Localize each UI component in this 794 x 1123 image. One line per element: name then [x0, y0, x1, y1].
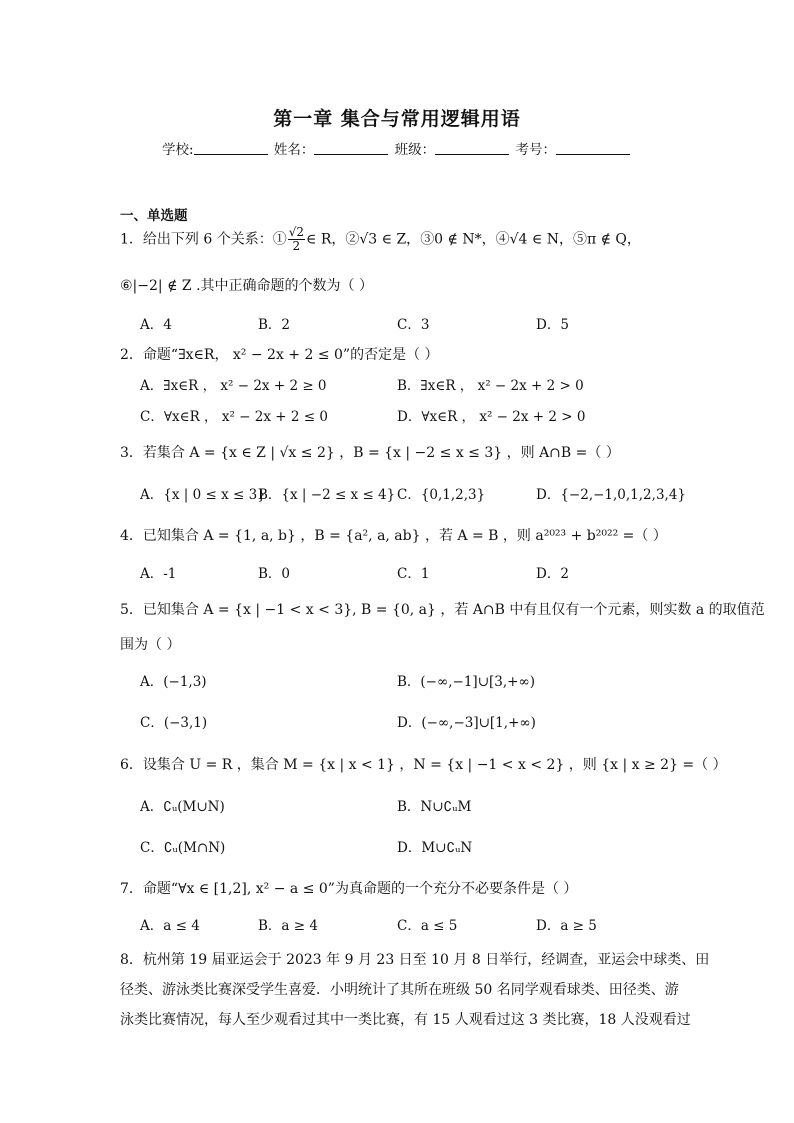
fraction-root2-over-2: [288, 226, 305, 253]
q5-option-b[interactable]: B．(−∞,−1]∪[3,+∞): [397, 674, 535, 690]
q4-option-a[interactable]: A．-1: [140, 566, 177, 582]
q1-option-a[interactable]: A．4: [140, 317, 172, 333]
q6-option-c[interactable]: C．∁ᵤ(M∩N): [140, 840, 226, 856]
q3-option-c[interactable]: C．{0,1,2,3}: [397, 487, 486, 503]
q2-option-d[interactable]: D．∀x∈R ， x² − 2x + 2 > 0: [397, 409, 586, 425]
q3-option-d[interactable]: D．{−2,−1,0,1,2,3,4}: [536, 487, 686, 503]
question-5-stem: 5．已知集合 A = {x | −1 < x < 3}, B = {0, a} ，若 A∩B 中有且仅有一个元素，则实数 a 的取值范: [120, 602, 765, 618]
q3-option-b[interactable]: B．{x | −2 ≤ x ≤ 4}: [258, 487, 396, 503]
q6-option-a[interactable]: A．∁ᵤ(M∪N): [140, 799, 225, 815]
name-blank[interactable]: [314, 142, 388, 155]
name-label: 姓名：: [273, 142, 315, 158]
relation-4: ④√4 ∈ N，: [495, 231, 573, 248]
question-1-line2: ⑥|−2| ∉ Z .其中正确命题的个数为（ ）: [120, 278, 373, 294]
student-info-row: [0, 138, 794, 158]
q1-option-b[interactable]: B．2: [258, 317, 291, 333]
fraction-denominator: 2: [292, 239, 301, 253]
question-1-stem: [120, 226, 641, 253]
item-1-marker: ①: [272, 231, 287, 248]
q1-option-c[interactable]: C．3: [397, 317, 430, 333]
exam-no-blank[interactable]: [556, 142, 630, 155]
relation-5: ⑤π ∉ Q，: [572, 231, 641, 248]
relation-1: ∈ R，: [306, 231, 346, 248]
question-8-line3: 泳类比赛情况，每人至少观看过其中一类比赛，有 15 人观看过这 3 类比赛，18 人没观看过: [120, 1012, 691, 1028]
question-5-stem-line2: 围为（ ）: [120, 637, 181, 653]
question-4-stem: 4．已知集合 A = {1, a, b} ，B = {a², a, ab} ，若 A = B ，则 a²⁰²³ + b²⁰²² =（ ）: [120, 528, 667, 544]
q7-option-d[interactable]: D．a ≥ 5: [536, 918, 597, 934]
q5-option-a[interactable]: A．(−1,3): [140, 674, 207, 690]
question-8-line1: 8．杭州第 19 届亚运会于 2023 年 9 月 23 日至 10 月 8 日举行，经调查，亚运会中球类、田: [120, 952, 710, 968]
q6-option-b[interactable]: B．N∪∁ᵤM: [397, 799, 472, 815]
school-blank[interactable]: [194, 142, 268, 155]
page-title: 第一章 集合与常用逻辑用语: [273, 108, 521, 130]
fraction-numerator: √2: [288, 225, 304, 239]
question-2-stem: 2．命题“∃x∈R， x² − 2x + 2 ≤ 0”的否定是（ ）: [120, 347, 439, 363]
q4-option-d[interactable]: D．2: [536, 566, 569, 582]
q2-option-c[interactable]: C．∀x∈R ， x² − 2x + 2 ≤ 0: [140, 409, 328, 425]
q5-option-c[interactable]: C．(−3,1): [140, 715, 208, 731]
question-7-stem: 7．命题“∀x ∈ [1,2], x² − a ≤ 0”为真命题的一个充分不必要条件是（ ）: [120, 881, 578, 897]
q2-option-b[interactable]: B．∃x∈R ， x² − 2x + 2 > 0: [397, 378, 584, 394]
q7-option-b[interactable]: B．a ≥ 4: [258, 918, 318, 934]
section-heading: 一、单选题: [120, 208, 188, 224]
class-blank[interactable]: [435, 142, 509, 155]
q4-option-c[interactable]: C．1: [397, 566, 430, 582]
class-label: 班级：: [394, 142, 436, 158]
question-6-stem: 6．设集合 U = R ，集合 M = {x | x < 1} ，N = {x | −1 < x < 2} ，则 {x | x ≥ 2} =（ ）: [120, 757, 727, 773]
school-label: 学校:: [162, 142, 194, 158]
question-1-intro: 1．给出下列 6 个关系：: [120, 231, 273, 248]
q7-option-c[interactable]: C．a ≤ 5: [397, 918, 458, 934]
exam-no-label: 考号：: [515, 142, 556, 158]
q7-option-a[interactable]: A．a ≤ 4: [140, 918, 200, 934]
q6-option-d[interactable]: D．M∪∁ᵤN: [397, 840, 473, 856]
question-3-stem: 3．若集合 A = {x ∈ Z | √x ≤ 2} ，B = {x | −2 ≤ x ≤ 3} ，则 A∩B =（ ）: [120, 445, 620, 461]
q3-option-a[interactable]: A．{x | 0 ≤ x ≤ 3}: [140, 487, 266, 503]
q2-option-a[interactable]: A．∃x∈R ， x² − 2x + 2 ≥ 0: [140, 378, 327, 394]
relation-3: ③0 ∉ N*，: [420, 231, 496, 248]
q4-option-b[interactable]: B．0: [258, 566, 291, 582]
q5-option-d[interactable]: D．(−∞,−3]∪[1,+∞): [397, 715, 536, 731]
question-8-line2: 径类、游泳类比赛深受学生喜爱．小明统计了其所在班级 50 名同学观看球类、田径类、游: [120, 982, 679, 998]
q1-option-d[interactable]: D．5: [536, 317, 569, 333]
relation-2: ②√3 ∈ Z，: [345, 231, 421, 248]
